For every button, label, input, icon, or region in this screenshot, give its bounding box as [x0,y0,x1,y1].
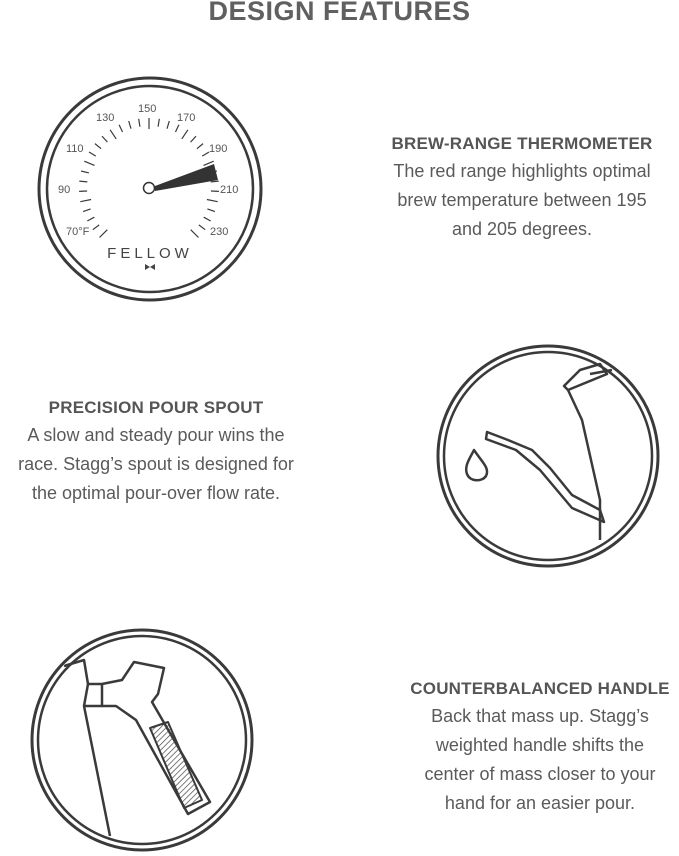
gauge-tick [119,125,122,132]
feature-pour-spout [0,398,312,508]
gauge-tick [84,161,94,165]
gauge-tick [100,230,108,238]
feature-heading: COUNTERBALANCED HANDLE [390,679,679,699]
gauge-tick [191,230,199,238]
feature-line: brew temperature between 195 [352,186,679,215]
brand-wordmark: FELLOW [107,245,193,262]
gauge-tick [110,130,116,139]
gauge-tick [158,119,159,127]
gauge-tick [199,225,205,230]
feature-line: race. Stagg’s spout is designed for [0,450,312,479]
gauge-label-90: 90 [58,184,70,196]
gauge-label-150: 150 [138,103,156,115]
gauge-label-210: 210 [220,184,238,196]
thermometer-icon [34,76,266,302]
gauge-label-190: 190 [209,143,227,155]
feature-line: The red range highlights optimal [352,157,679,186]
bowtie-icon [145,264,155,270]
gauge-tick [204,217,211,221]
feature-heading: BREW-RANGE THERMOMETER [352,134,679,154]
gauge-tick [191,136,196,142]
page-title: DESIGN FEATURES [0,0,679,27]
gauge-tick [182,130,188,139]
feature-line: Back that mass up. Stagg’s [390,702,679,731]
gauge-tick [81,171,89,173]
gauge-tick [211,181,219,182]
gauge-tick [176,125,179,132]
optimal-range-needle [155,164,218,191]
gauge-tick [80,200,91,202]
gauge-tick [93,225,99,230]
gauge-tick [167,121,169,129]
gauge-tick [83,209,91,212]
feature-line: A slow and steady pour wins the [0,421,312,450]
gauge-label-130: 130 [96,112,114,124]
feature-line: weighted handle shifts the [390,731,679,760]
gauge-tick [89,152,96,156]
gauge-tick [207,209,215,212]
feature-line: center of mass closer to your [390,760,679,789]
gauge-tick [202,152,209,156]
feature-thermometer [352,134,679,244]
feature-handle [390,679,679,818]
gauge-tick [79,181,87,182]
gauge-label-70: 70°F [66,226,90,238]
gauge-tick [129,121,131,129]
gauge-label-230: 230 [210,226,228,238]
feature-line: hand for an easier pour. [390,789,679,818]
feature-line: and 205 degrees. [352,215,679,244]
gauge-tick [102,136,107,142]
gauge-label-170: 170 [177,112,195,124]
gauge-tick [139,119,140,127]
kettle-handle-icon [26,624,258,856]
feature-line: the optimal pour-over flow rate. [0,479,312,508]
gauge-tick [207,200,218,202]
feature-heading: PRECISION POUR SPOUT [0,398,312,418]
gauge-tick [87,217,94,221]
pour-spout-icon [432,340,664,572]
gauge-tick [197,144,203,149]
gauge-tick [95,144,101,149]
gauge-label-110: 110 [66,143,84,155]
